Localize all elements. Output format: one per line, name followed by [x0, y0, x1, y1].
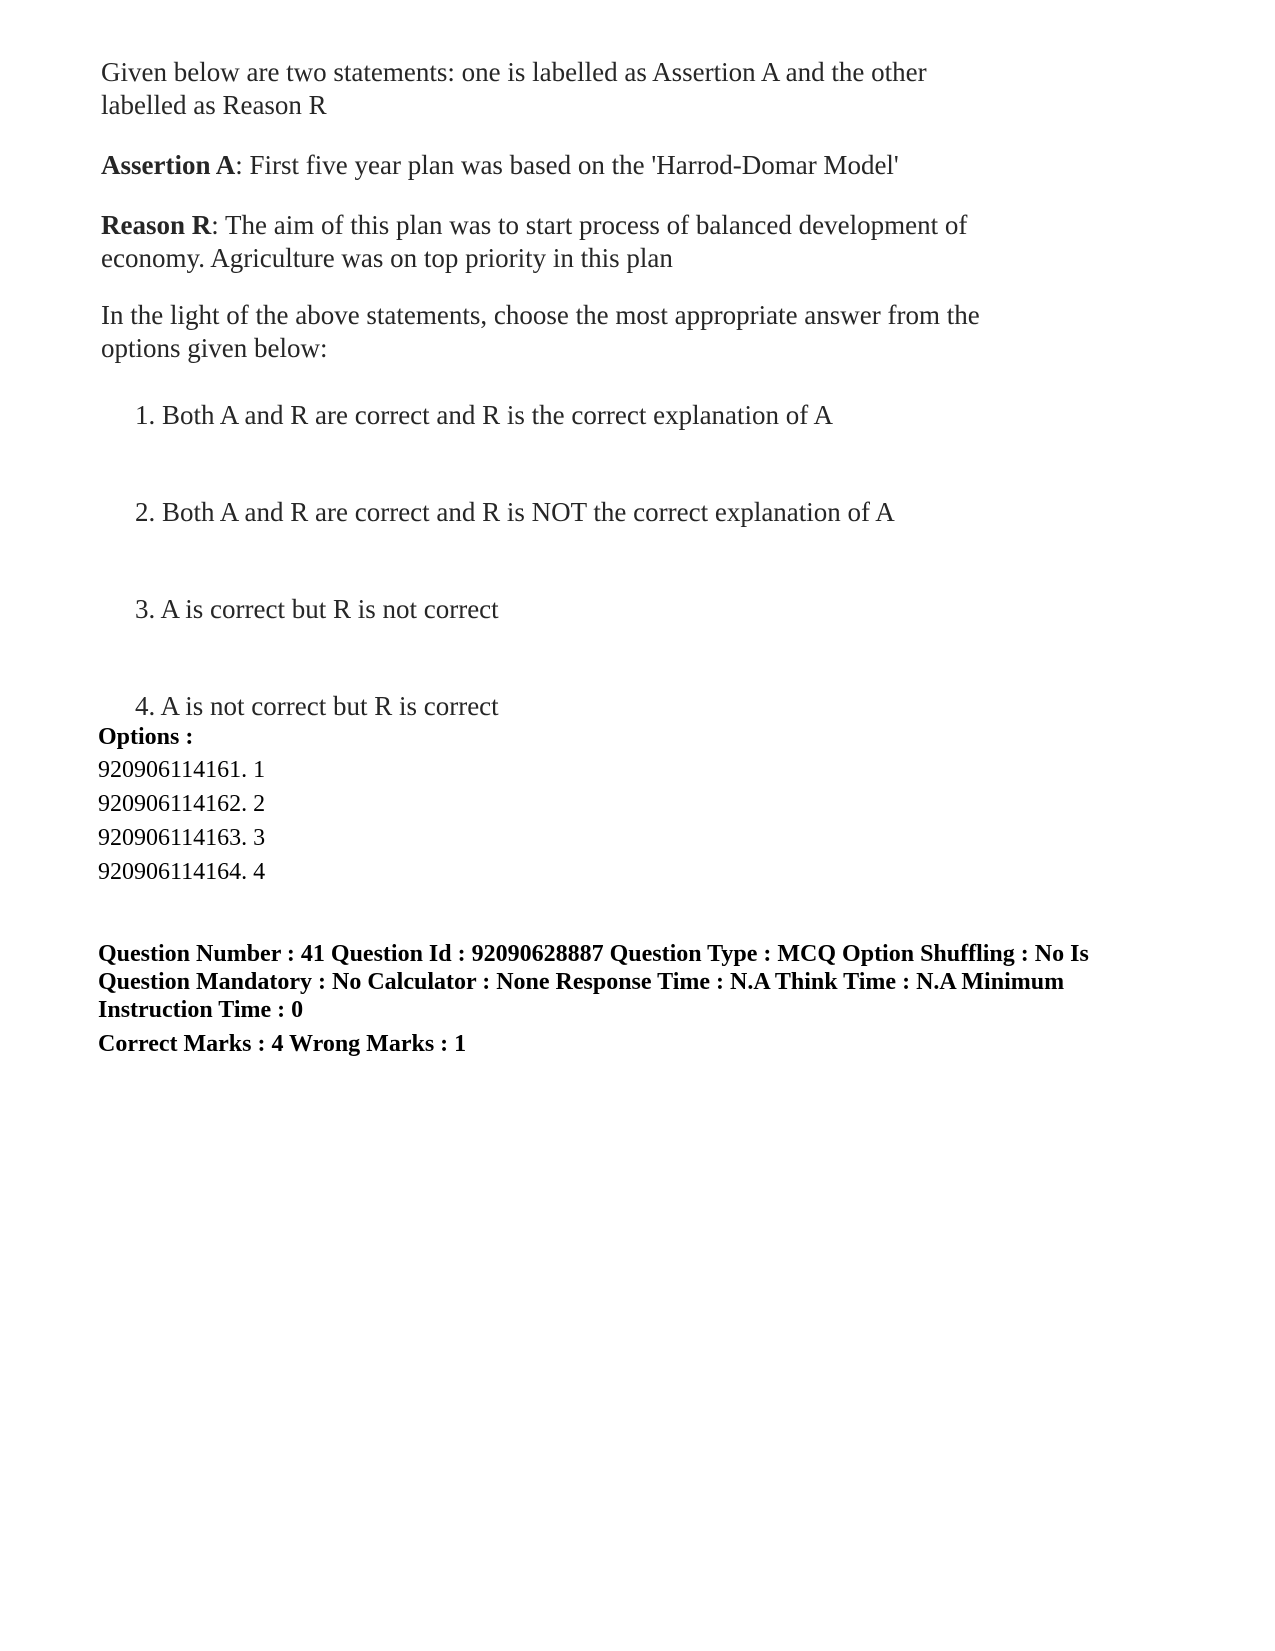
question-intro: Given below are two statements: one is labelled as Assertion A and the other labelled as Reason R — [101, 57, 927, 120]
option-item: 920906114163. 3 — [98, 825, 266, 851]
assertion-text: : First five year plan was based on the 'Harrod-Domar Model' — [235, 150, 899, 180]
marks-line: Correct Marks : 4 Wrong Marks : 1 — [98, 1031, 467, 1057]
question-metadata — [98, 940, 1178, 1058]
reason-statement — [101, 209, 1021, 275]
option-item: 920906114161. 1 — [98, 757, 266, 783]
answer-choice: 1. Both A and R are correct and R is the correct explanation of A — [135, 400, 834, 430]
reason-text: : The aim of this plan was to start process of balanced development of economy. Agriculture was on top priority in this plan — [101, 210, 968, 273]
question-instruction: In the light of the above statements, choose the most appropriate answer from the options given below: — [101, 300, 980, 363]
answer-choice: 2. Both A and R are correct and R is NOT the correct explanation of A — [135, 497, 895, 527]
answer-choice: 3. A is correct but R is not correct — [135, 594, 499, 624]
reason-label: Reason R — [101, 210, 212, 240]
option-item: 920906114164. 4 — [98, 859, 266, 885]
metadata-line: Question Mandatory : No Calculator : None Response Time : N.A Think Time : N.A Minimum — [98, 969, 1065, 995]
metadata-line: Question Number : 41 Question Id : 92090628887 Question Type : MCQ Option Shuffling : No Is — [98, 941, 1089, 967]
option-item: 920906114162. 2 — [98, 791, 266, 817]
options-list — [98, 721, 265, 889]
answer-choice: 4. A is not correct but R is correct — [135, 691, 499, 721]
assertion-label: Assertion A — [101, 150, 236, 180]
metadata-line: Instruction Time : 0 — [98, 997, 304, 1023]
assertion-statement — [101, 149, 1101, 182]
options-title: Options : — [98, 724, 194, 750]
